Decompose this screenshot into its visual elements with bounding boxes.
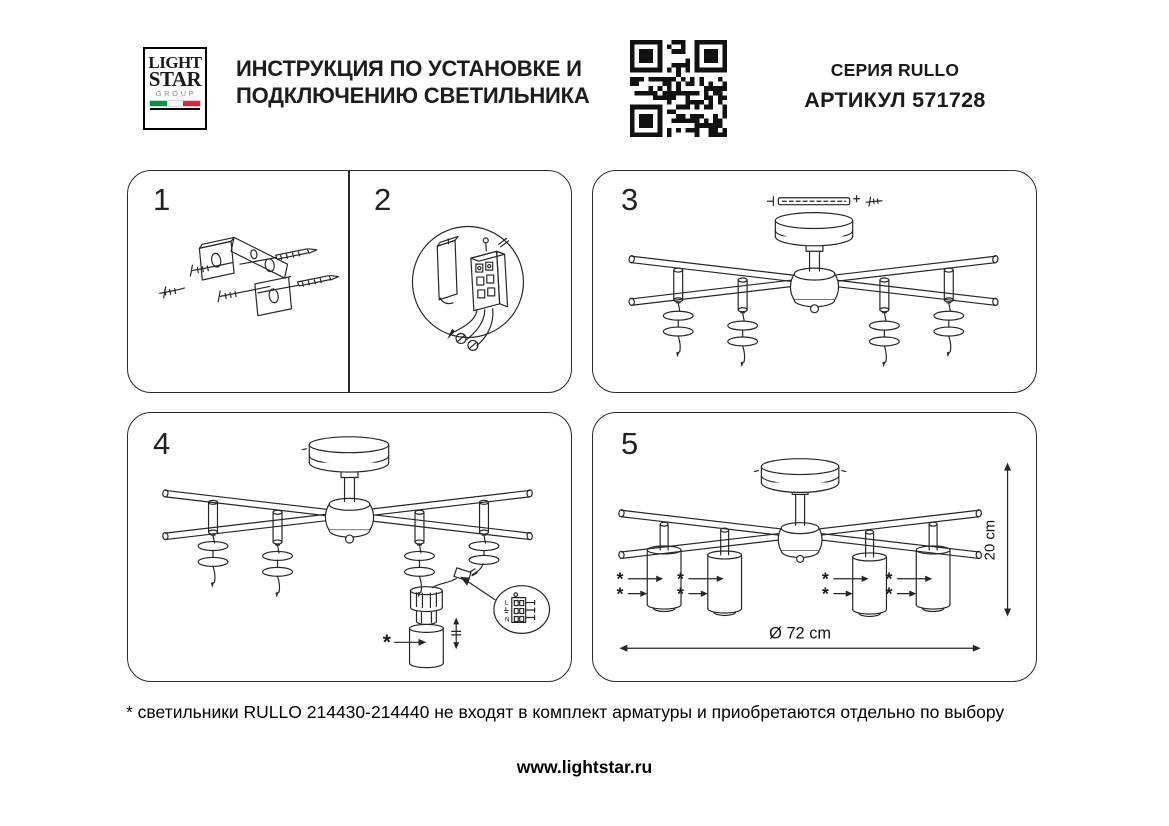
terminal-block: [471, 238, 509, 311]
terminal-label-n: N: [504, 616, 510, 624]
central-hub: [325, 498, 373, 543]
step-3-number: 3: [621, 182, 639, 217]
logo-word-light: LIGHT: [148, 53, 202, 72]
mounting-bracket: [199, 237, 291, 315]
logo-word-group: GROUP: [155, 89, 197, 98]
terminal-detail-magnifier: [460, 577, 549, 634]
italian-flag-icon: [150, 101, 200, 106]
step-box-4: [127, 412, 572, 682]
stem: [341, 471, 358, 502]
central-hub: [790, 268, 838, 313]
footnote: * светильники RULLO 214430-214440 не входят в комплект арматуры и приобретаются отдельно по выбору: [126, 702, 1005, 722]
central-hub: [778, 523, 822, 563]
ground-symbol-icon: [504, 608, 508, 613]
screw-icon: [160, 287, 185, 298]
svg-text:*: *: [677, 568, 684, 589]
canopy: [754, 459, 845, 493]
canopy: [302, 437, 388, 472]
series-label: СЕРИЯ RULLO: [830, 60, 960, 80]
article-label: АРТИКУЛ 571728: [804, 88, 986, 112]
asterisk-arrows: [677, 569, 724, 604]
wall-plug-bottom: [258, 276, 339, 293]
lamp-holder: [198, 500, 228, 587]
step-box-3: [592, 170, 1037, 393]
product-info: [765, 60, 1025, 113]
height-label: 20 cm: [982, 519, 999, 561]
stem: [792, 488, 808, 525]
step-4-number: 4: [153, 426, 171, 461]
move-vertical-icon: [452, 617, 461, 649]
lamp-holder: [263, 510, 293, 597]
lamp-holder: [663, 268, 693, 357]
lightstar-logo: [143, 47, 207, 130]
lamp-shade: [853, 530, 887, 616]
lamp-holder: [469, 500, 499, 564]
lamp-holder: [934, 268, 964, 357]
svg-text:*: *: [885, 583, 893, 604]
screw-icon: [866, 197, 882, 206]
svg-text:*: *: [821, 568, 829, 589]
wires: [447, 309, 493, 351]
asterisk-arrows: [822, 569, 869, 604]
height-dimension: [983, 463, 1011, 617]
canopy: [775, 213, 852, 246]
step-2-number: 2: [374, 182, 392, 217]
step-5-illustration: [593, 413, 1036, 681]
logo-underline: [150, 108, 200, 110]
svg-text:*: *: [616, 568, 624, 589]
mounting-bar: [767, 196, 881, 206]
lamp-shade: [916, 522, 950, 611]
asterisk-arrows: [616, 569, 663, 604]
title-line-1: ИНСТРУКЦИЯ ПО УСТАНОВКЕ И: [236, 56, 582, 81]
svg-text:*: *: [885, 568, 893, 589]
page-title: [236, 55, 590, 109]
wire-and-connector: [432, 564, 483, 588]
step-box-1-2: [127, 170, 572, 393]
title-line-2: ПОДКЛЮЧЕНИЮ СВЕТИЛЬНИКА: [236, 83, 590, 108]
svg-text:*: *: [821, 583, 829, 604]
step-2-illustration: [349, 171, 573, 392]
screw-bottom: [218, 286, 270, 301]
terminal-label-l: L: [504, 599, 509, 607]
diameter-label: Ø 72 cm: [769, 624, 832, 643]
logo-word-star: STAR: [148, 67, 202, 91]
step-box-5: [592, 412, 1037, 682]
qr-code: [630, 40, 727, 137]
lamp-holder: [405, 510, 435, 597]
step-3-illustration: [593, 171, 1036, 392]
step-1-number: 1: [153, 182, 171, 217]
svg-text:*: *: [616, 583, 624, 604]
stem: [806, 244, 823, 271]
lamp-shade: [647, 522, 681, 611]
diameter-dimension: [619, 624, 980, 651]
website-url: www.lightstar.ru: [516, 757, 653, 777]
screw-left: [190, 263, 232, 276]
lamp-socket: [411, 587, 443, 625]
cover-plate: [437, 236, 458, 303]
svg-text:*: *: [677, 583, 684, 604]
detail-circle: [412, 226, 523, 337]
lamp-shade-cylinder: [410, 624, 444, 667]
asterisk-arrows: [885, 569, 932, 604]
asterisk-mark: *: [382, 631, 391, 655]
step-5-number: 5: [621, 426, 639, 461]
arrow-to-shade: [395, 639, 427, 646]
step-4-illustration: [128, 413, 571, 681]
